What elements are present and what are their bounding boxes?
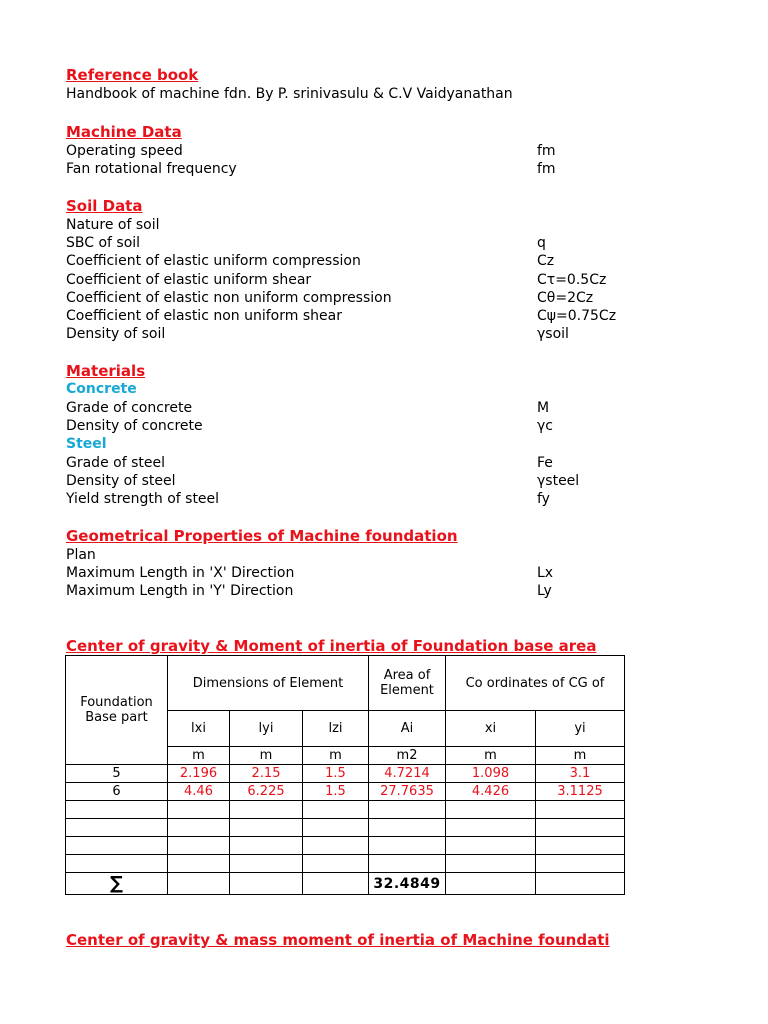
- part-cell: [66, 819, 168, 837]
- value-cell: 1.098: [446, 765, 536, 783]
- soil-row-symbol: Cz: [537, 253, 555, 269]
- table-row: [66, 837, 625, 855]
- value-cell: 2.196: [168, 765, 230, 783]
- value-cell: [168, 873, 230, 895]
- soil-row-label: Coefficient of elastic non uniform compression: [66, 290, 392, 306]
- value-cell: [369, 855, 446, 873]
- sub-header: xi: [446, 711, 536, 747]
- value-cell: [536, 837, 625, 855]
- soil-row-label: Coefficient of elastic uniform compression: [66, 253, 361, 269]
- value-cell: 4.46: [168, 783, 230, 801]
- cg-header: Co ordinates of CG of: [446, 656, 625, 711]
- geometry-row-label: Plan: [66, 547, 96, 563]
- sum-area: 32.4849: [369, 873, 446, 895]
- value-cell: [536, 855, 625, 873]
- value-cell: [369, 819, 446, 837]
- sub-header: lxi: [168, 711, 230, 747]
- value-cell: [536, 873, 625, 895]
- soil-row-label: Density of soil: [66, 326, 166, 342]
- sub-header: yi: [536, 711, 625, 747]
- value-cell: 4.7214: [369, 765, 446, 783]
- value-cell: 6.225: [230, 783, 303, 801]
- value-cell: 4.426: [446, 783, 536, 801]
- table-row: [66, 819, 625, 837]
- soil-row-symbol: Cψ=0.75Cz: [537, 308, 617, 324]
- concrete-subheading: Concrete: [66, 381, 137, 397]
- steel-row-label: Density of steel: [66, 473, 176, 489]
- unit-cell: m: [536, 747, 625, 765]
- value-cell: [536, 801, 625, 819]
- table-row: [66, 765, 625, 783]
- soil-row-symbol: q: [537, 235, 546, 251]
- geometry-row-symbol: Lx: [537, 565, 554, 581]
- soil-row-label: Coefficient of elastic non uniform shear: [66, 308, 342, 324]
- sum-symbol: ∑: [66, 873, 168, 895]
- part-cell: [66, 801, 168, 819]
- value-cell: 2.15: [230, 765, 303, 783]
- concrete-row-label: Density of concrete: [66, 418, 203, 434]
- dimensions-header: Dimensions of Element: [168, 656, 369, 711]
- soil-row-label: SBC of soil: [66, 235, 141, 251]
- part-header: Foundation Base part: [66, 656, 168, 765]
- materials-heading: Materials: [66, 362, 146, 380]
- soil-row-symbol: γsoil: [537, 326, 569, 342]
- part-cell: 5: [66, 765, 168, 783]
- value-cell: [168, 819, 230, 837]
- soil-row-symbol: Cθ=2Cz: [537, 290, 594, 306]
- value-cell: [168, 837, 230, 855]
- steel-row-symbol: γsteel: [537, 473, 580, 489]
- value-cell: [303, 801, 369, 819]
- table-row: [66, 855, 625, 873]
- part-cell: [66, 837, 168, 855]
- mass-moment-heading: Center of gravity & mass moment of inertia of Machine foundati: [66, 931, 610, 949]
- sub-header: Ai: [369, 711, 446, 747]
- value-cell: [230, 801, 303, 819]
- part-cell: [66, 855, 168, 873]
- concrete-row-label: Grade of concrete: [66, 400, 193, 416]
- value-cell: [230, 855, 303, 873]
- part-cell: 6: [66, 783, 168, 801]
- value-cell: [369, 801, 446, 819]
- concrete-row-symbol: γc: [537, 418, 553, 434]
- machine-row-label: Fan rotational frequency: [66, 161, 237, 177]
- geometry-row-label: Maximum Length in 'Y' Direction: [66, 583, 294, 599]
- unit-cell: m: [446, 747, 536, 765]
- steel-row-symbol: Fe: [537, 455, 553, 471]
- value-cell: [446, 873, 536, 895]
- value-cell: [446, 855, 536, 873]
- steel-subheading: Steel: [66, 436, 107, 452]
- table-row: [66, 783, 625, 801]
- sub-header: lyi: [230, 711, 303, 747]
- cg-table: [65, 655, 625, 895]
- value-cell: [446, 837, 536, 855]
- value-cell: [303, 855, 369, 873]
- geometry-row-symbol: Ly: [537, 583, 552, 599]
- area-header: Area of Element: [369, 656, 446, 711]
- value-cell: [303, 873, 369, 895]
- sub-header: lzi: [303, 711, 369, 747]
- value-cell: 27.7635: [369, 783, 446, 801]
- value-cell: [168, 801, 230, 819]
- sum-row: [66, 873, 625, 895]
- steel-row-label: Yield strength of steel: [66, 491, 220, 507]
- soil-row-label: Coefficient of elastic uniform shear: [66, 272, 312, 288]
- value-cell: 1.5: [303, 783, 369, 801]
- geometry-row-label: Maximum Length in 'X' Direction: [66, 565, 295, 581]
- value-cell: [303, 837, 369, 855]
- steel-row-label: Grade of steel: [66, 455, 165, 471]
- reference-text: Handbook of machine fdn. By P. srinivasulu & C.V Vaidyanathan: [66, 86, 513, 102]
- unit-cell: m: [168, 747, 230, 765]
- unit-cell: m: [303, 747, 369, 765]
- machine-row-label: Operating speed: [66, 143, 183, 159]
- value-cell: [230, 873, 303, 895]
- concrete-row-symbol: M: [537, 400, 550, 416]
- soil-data-heading: Soil Data: [66, 197, 143, 215]
- unit-cell: m: [230, 747, 303, 765]
- geometry-heading: Geometrical Properties of Machine foundation: [66, 527, 458, 545]
- machine-row-symbol: fm: [537, 143, 556, 159]
- table-row: [66, 801, 625, 819]
- value-cell: [446, 801, 536, 819]
- value-cell: [536, 819, 625, 837]
- value-cell: [230, 819, 303, 837]
- reference-heading: Reference book: [66, 66, 199, 84]
- value-cell: [303, 819, 369, 837]
- value-cell: 3.1: [536, 765, 625, 783]
- value-cell: 3.1125: [536, 783, 625, 801]
- cg-table-heading: Center of gravity & Moment of inertia of Foundation base area: [66, 637, 597, 655]
- value-cell: 1.5: [303, 765, 369, 783]
- steel-row-symbol: fy: [537, 491, 550, 507]
- value-cell: [446, 819, 536, 837]
- machine-data-heading: Machine Data: [66, 123, 182, 141]
- soil-row-label: Nature of soil: [66, 217, 160, 233]
- value-cell: [369, 837, 446, 855]
- value-cell: [230, 837, 303, 855]
- soil-row-symbol: Cτ=0.5Cz: [537, 272, 607, 288]
- value-cell: [168, 855, 230, 873]
- unit-cell: m2: [369, 747, 446, 765]
- machine-row-symbol: fm: [537, 161, 556, 177]
